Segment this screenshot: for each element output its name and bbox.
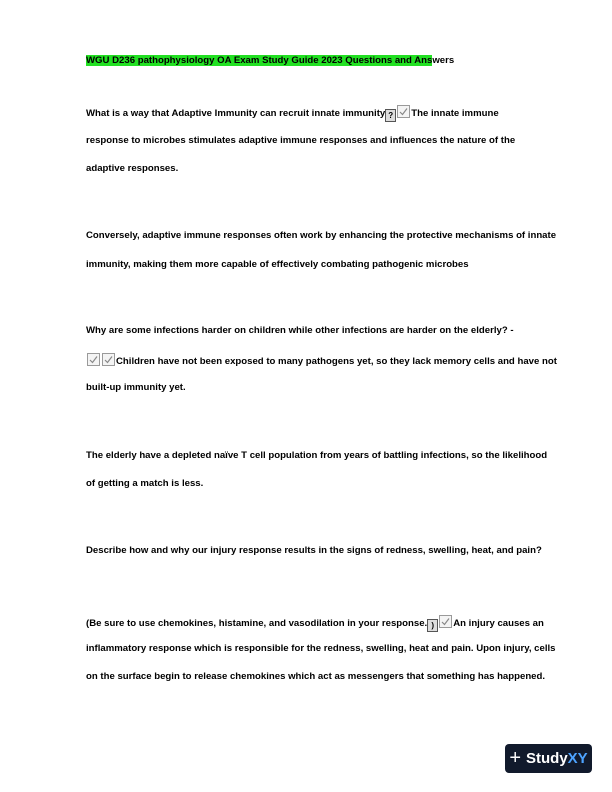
checkmark-icon	[439, 615, 452, 628]
p6-prompt-text: (Be sure to use chemokines, histamine, and vasodilation in your response.	[86, 618, 428, 629]
p2-line1: Conversely, adaptive immune responses often work by enhancing the protective mechanisms of innate	[86, 230, 557, 241]
p6-line2: inflammatory response which is responsible for the redness, swelling, heat and pain. Upon injury, cells	[86, 643, 556, 654]
p6-line3: on the surface begin to release chemokines which act as messengers that something has happened.	[86, 671, 546, 682]
plus-icon: +	[509, 746, 521, 769]
studyxy-watermark	[505, 744, 592, 773]
p2-line2: immunity, making them more capable of effectively combating pathogenic microbes	[86, 259, 469, 270]
title-rest-text: wers	[432, 55, 455, 66]
document-title	[86, 55, 454, 67]
q1-line2: response to microbes stimulates adaptive immune responses and influences the nature of the	[86, 135, 516, 146]
p6-answer-start: An injury causes an	[453, 618, 544, 629]
q1-line1	[86, 105, 499, 122]
p4-line2: of getting a match is less.	[86, 478, 204, 489]
unknown-glyph-box: )	[427, 619, 438, 632]
brand-main-text: Study	[526, 750, 568, 767]
q2-answer-start: Children have not been exposed to many pathogens yet, so they lack memory cells and have not	[116, 356, 557, 367]
checkmark-icon	[87, 353, 100, 366]
checkmark-icon	[397, 105, 410, 118]
q2-line1: Why are some infections harder on children while other infections are harder on the elderly? -	[86, 325, 514, 336]
q3-line1: Describe how and why our injury response results in the signs of redness, swelling, heat, and pain?	[86, 545, 542, 556]
q1-line3: adaptive responses.	[86, 163, 179, 174]
q1-answer-start: The innate immune	[411, 108, 499, 119]
unknown-glyph-box: ?	[385, 109, 396, 122]
checkmark-icon	[102, 353, 115, 366]
p4-line1: The elderly have a depleted naïve T cell population from years of battling infections, so the likelihood	[86, 450, 548, 461]
brand-accent-text: XY	[567, 750, 588, 767]
p6-line1	[86, 615, 544, 632]
q2-line2	[86, 353, 557, 368]
watermark-brand	[526, 750, 588, 767]
title-highlighted-text: WGU D236 pathophysiology OA Exam Study Guide 2023 Questions and Ans	[86, 55, 433, 66]
q1-question-text: What is a way that Adaptive Immunity can recruit innate immunity	[86, 108, 386, 119]
q2-line3: built-up immunity yet.	[86, 382, 186, 393]
